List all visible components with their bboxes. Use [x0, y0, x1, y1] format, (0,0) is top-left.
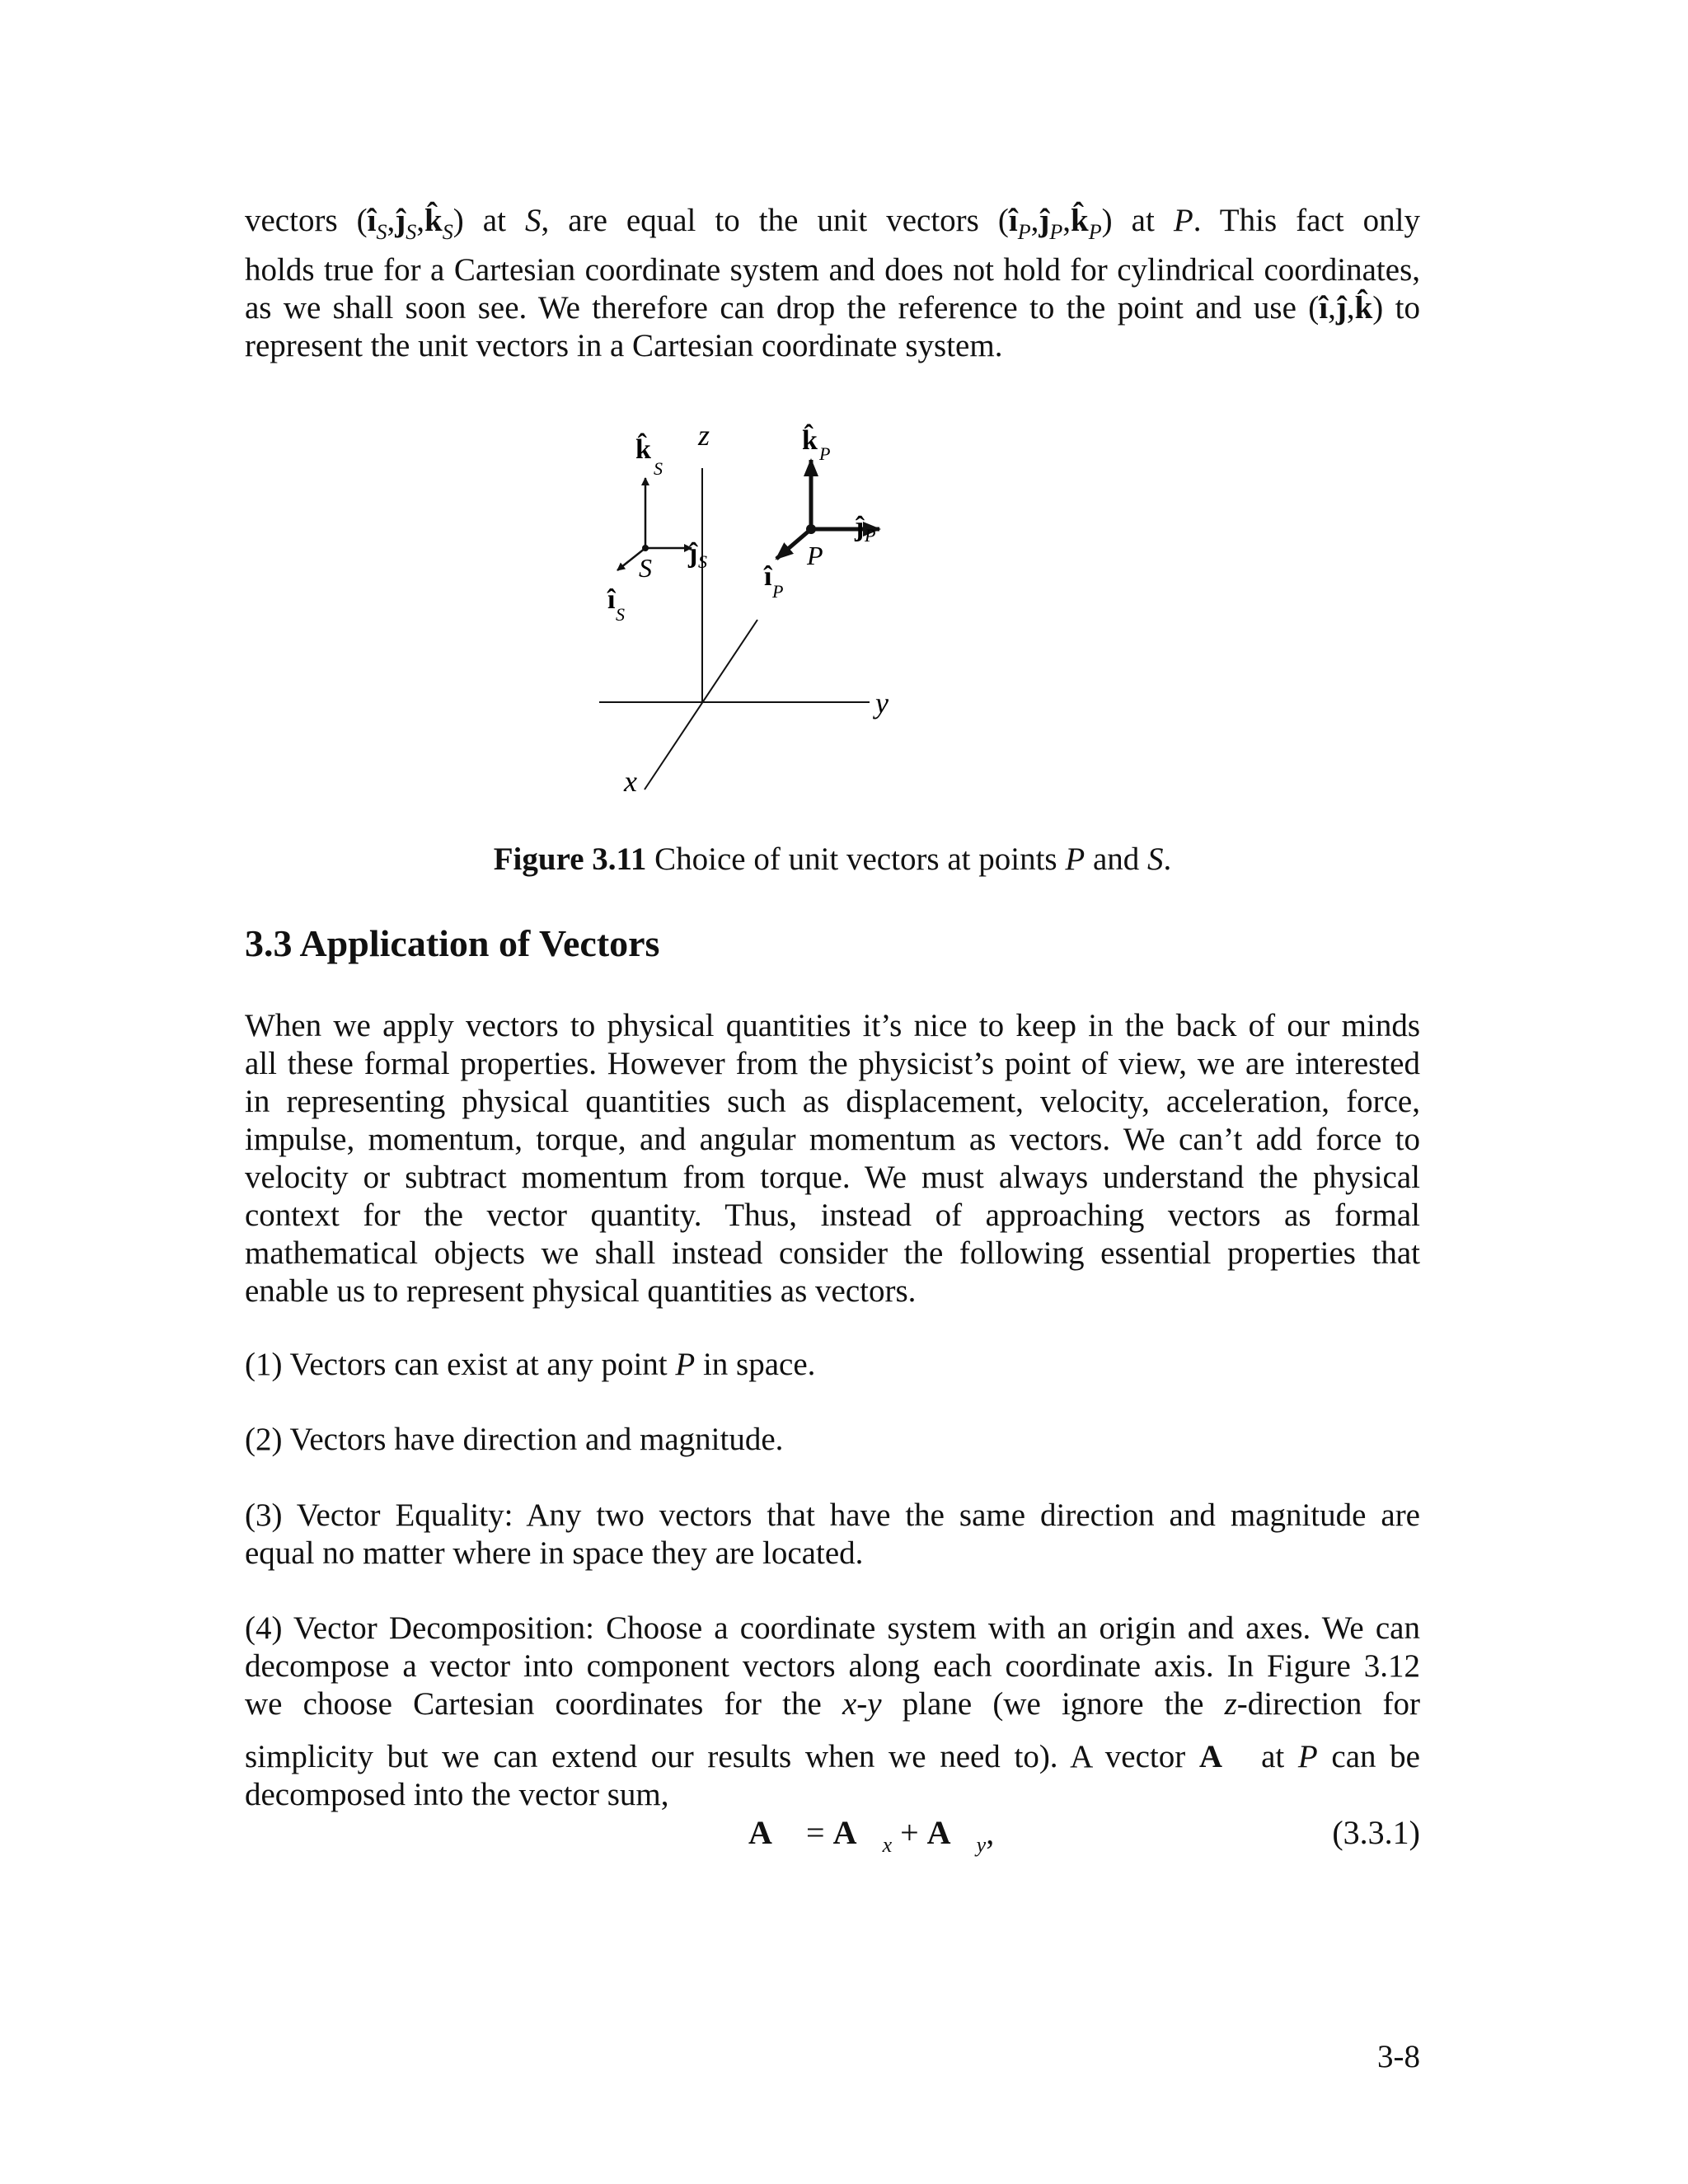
body-line: mathematical objects we shall instead consider the following essential properties that — [245, 1235, 1420, 1271]
intro-line-1: vectors $(î_S,ĵ_S,k̂_S)$ at S, are equal to the unit vectors $(î_P,ĵ_P,k̂_P)$ at P. This fact only — [245, 203, 1420, 244]
intro-line-3: as we shall soon see. We therefore can drop the reference to the point and use (î,ĵ,k̂) to — [245, 290, 1420, 326]
point-s-label: S — [639, 553, 652, 583]
svg-text:ĵ: ĵ — [688, 538, 698, 569]
j-s-label — [687, 538, 707, 572]
equation-body: A⃗ = $A⃗_x$ + $A⃗_y$, — [748, 1814, 995, 1857]
intro-line-4: represent the unit vectors in a Cartesian coordinate system. — [245, 328, 1003, 363]
svg-text:k̂: k̂ — [635, 434, 651, 465]
page-number: 3-8 — [1377, 2039, 1420, 2074]
svg-text:î: î — [764, 561, 772, 592]
svg-text:k̂: k̂ — [802, 425, 818, 456]
body-line: When we apply vectors to physical quantities it’s nice to keep in the back of our minds — [245, 1008, 1420, 1043]
svg-text:P: P — [772, 581, 784, 602]
point-p-label: P — [807, 541, 823, 570]
i-p-vector — [776, 529, 811, 559]
intro-paragraph — [245, 202, 1420, 365]
svg-text:P: P — [819, 443, 831, 464]
item-3: (3) Vector Equality: Any two vectors that have the same direction and magnitude are equal no matter where in space they are located. — [245, 1497, 1420, 1571]
y-axis-label: y — [875, 687, 889, 719]
item-1: (1) Vectors can exist at any point P in space. — [245, 1347, 816, 1382]
section-heading: 3.3 Application of Vectors — [245, 922, 660, 964]
body-paragraph — [245, 1007, 1420, 1310]
svg-text:P: P — [865, 525, 876, 546]
figure-caption: Figure 3.11 Choice of unit vectors at points P and S. — [493, 841, 1172, 877]
body-line: all these formal properties. However from the physicist’s point of view, we are interested — [245, 1046, 1420, 1081]
unit-vectors-general: (î,ĵ,k̂) — [1308, 290, 1384, 326]
body-line: enable us to represent physical quantities as vectors. — [245, 1273, 917, 1309]
svg-text:S: S — [698, 551, 707, 572]
i-p-label — [763, 561, 783, 602]
body-line: velocity or subtract momentum from torque. We must always understand the physical — [245, 1160, 1420, 1195]
z-axis-label: z — [698, 419, 710, 452]
body-line: context for the vector quantity. Thus, instead of approaching vectors as formal — [245, 1197, 1420, 1233]
intro-line-2: holds true for a Cartesian coordinate system and does not hold for cylindrical coordinates, — [245, 252, 1420, 288]
x-axis — [645, 620, 757, 790]
svg-text:S: S — [654, 458, 663, 479]
vector-a-symbol: A⃗ — [1198, 1739, 1248, 1774]
equation-number: (3.3.1) — [1332, 1814, 1420, 1851]
j-p-label — [854, 512, 875, 546]
item-4: (4) Vector Decomposition: Choose a coordinate system with an origin and axes. We can decompose a vector into component vectors along each coordinate axis. In Figure 3.12 we choose Cartesian coordinates for the x-y plane (we ignore the z-direction for simplicity but we can extend our results when we need to). A vector A⃗ at P can be decomposed into the vector sum, — [245, 1610, 1421, 1812]
svg-text:ĵ: ĵ — [855, 512, 865, 542]
svg-text:î: î — [607, 584, 616, 615]
svg-text:S: S — [616, 604, 625, 625]
body-line: in representing physical quantities such as displacement, velocity, acceleration, force, — [245, 1084, 1420, 1119]
unit-vectors-at-p: $(î_P,ĵ_P,k̂_P)$ — [997, 203, 1113, 244]
x-axis-label: x — [624, 765, 637, 798]
unit-vectors-at-s: $(î_S,ĵ_S,k̂_S)$ — [356, 203, 464, 244]
k-s-label — [635, 432, 663, 479]
body-line: impulse, momentum, torque, and angular momentum as vectors. We can’t add force to — [245, 1122, 1420, 1157]
i-s-label — [607, 584, 625, 625]
item-2: (2) Vectors have direction and magnitude. — [245, 1422, 784, 1457]
k-p-label — [802, 423, 830, 464]
figure-3-11 — [574, 412, 1357, 808]
